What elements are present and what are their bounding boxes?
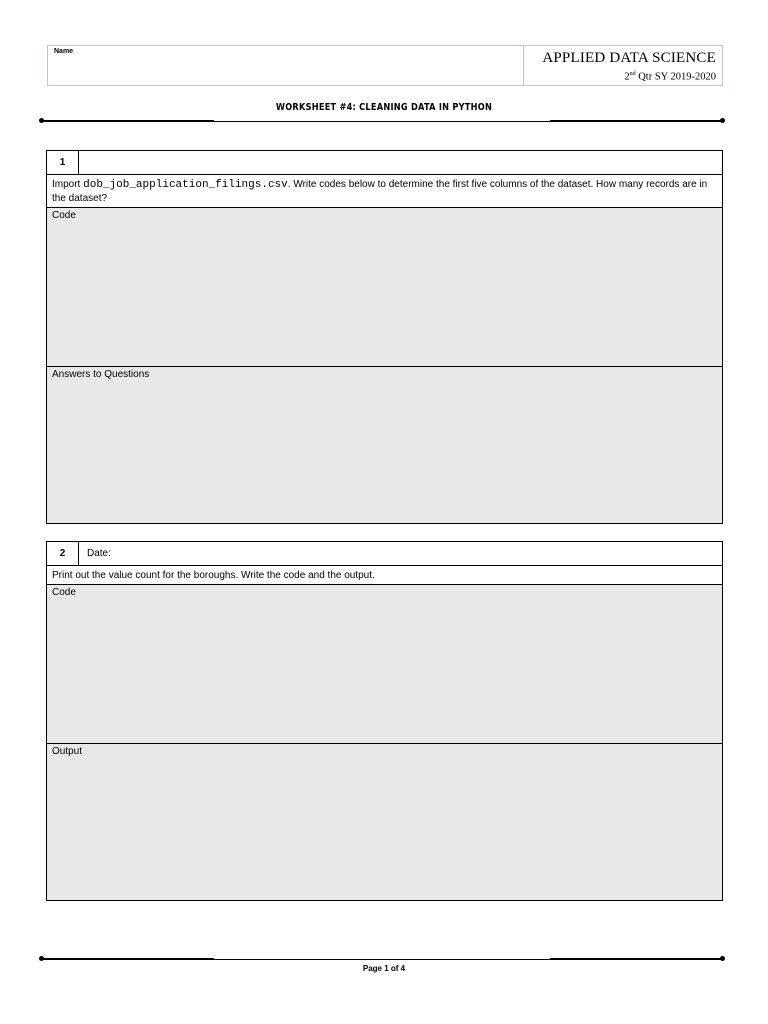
worksheet-title: WORKSHEET #4: CLEANING DATA IN PYTHON <box>275 102 493 113</box>
item-number: 1 <box>47 151 79 174</box>
page-number: Page 1 of 4 <box>362 964 406 973</box>
item-1-table <box>46 150 723 524</box>
output-label: Output <box>52 746 83 757</box>
item-date-field[interactable] <box>79 151 722 174</box>
code-label: Code <box>52 587 76 598</box>
course-info <box>524 46 722 85</box>
course-title: APPLIED DATA SCIENCE <box>542 50 716 66</box>
course-term: 2nd Qtr SY 2019-2020 <box>624 71 716 83</box>
name-label: Name <box>54 48 74 55</box>
answers-area[interactable] <box>47 366 722 523</box>
item-2-table <box>46 541 723 901</box>
item-prompt: Import dob_job_application_filings.csv. Write codes below to determine the first five columns of the dataset. How many records are in the dataset? <box>47 175 722 208</box>
answers-label: Answers to Questions <box>52 369 150 380</box>
item-date-field[interactable]: Date: <box>87 548 111 559</box>
code-answer-area[interactable] <box>47 208 722 366</box>
output-area[interactable] <box>47 743 722 900</box>
code-answer-area[interactable] <box>47 585 722 743</box>
filename-code: dob_job_application_filings.csv <box>83 179 288 191</box>
item-prompt: Print out the value count for the boroughs. Write the code and the output. <box>47 566 722 585</box>
code-label: Code <box>52 210 76 221</box>
name-field[interactable] <box>48 46 524 85</box>
item-number: 2 <box>47 542 79 565</box>
header-box <box>47 45 723 86</box>
